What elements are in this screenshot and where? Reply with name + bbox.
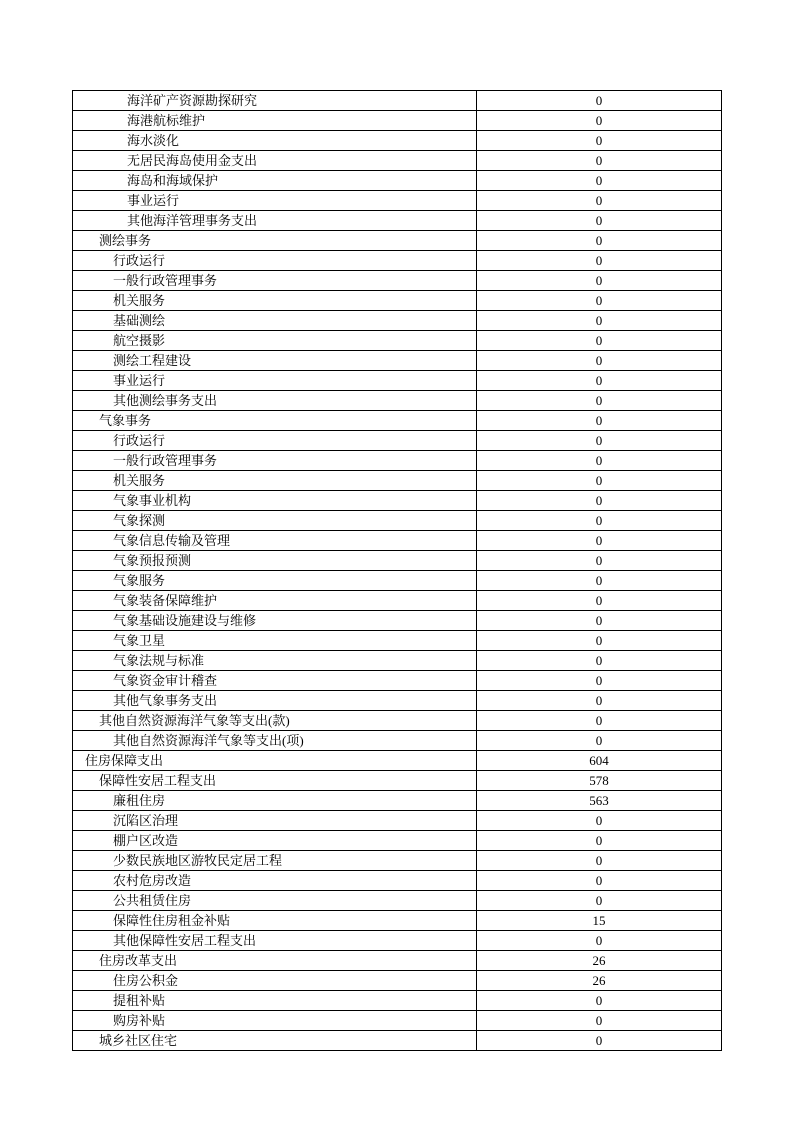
row-item-value: 0: [477, 371, 722, 391]
row-item-label: 公共租赁住房: [113, 893, 192, 908]
row-item-label: 行政运行: [113, 433, 166, 448]
row-item-name: [73, 971, 477, 991]
row-item-value: 0: [477, 551, 722, 571]
table-row: [73, 131, 722, 151]
row-item-label: 其他保障性安居工程支出: [113, 933, 257, 948]
row-item-name: [73, 851, 477, 871]
row-item-value: 0: [477, 671, 722, 691]
row-item-name: [73, 311, 477, 331]
table-row: [73, 591, 722, 611]
row-item-name: [73, 291, 477, 311]
row-item-name: [73, 371, 477, 391]
table-row: [73, 1031, 722, 1051]
row-item-value: 0: [477, 151, 722, 171]
row-item-name: [73, 831, 477, 851]
table-row: [73, 1011, 722, 1031]
row-item-value: 0: [477, 491, 722, 511]
row-item-name: [73, 511, 477, 531]
table-row: [73, 211, 722, 231]
row-item-name: [73, 91, 477, 111]
table-row: [73, 251, 722, 271]
row-item-value: 563: [477, 791, 722, 811]
row-item-value: 0: [477, 311, 722, 331]
row-item-label: 其他自然资源海洋气象等支出(项): [113, 733, 304, 748]
row-item-value: 0: [477, 391, 722, 411]
row-item-value: 0: [477, 571, 722, 591]
row-item-value: 0: [477, 851, 722, 871]
table-row: [73, 311, 722, 331]
row-item-value: 0: [477, 871, 722, 891]
row-item-label: 机关服务: [113, 473, 166, 488]
row-item-value: 15: [477, 911, 722, 931]
row-item-label: 无居民海岛使用金支出: [127, 153, 258, 168]
table-row: [73, 791, 722, 811]
row-item-label: 海港航标维护: [127, 113, 206, 128]
table-row: [73, 111, 722, 131]
table-row: [73, 431, 722, 451]
row-item-label: 其他自然资源海洋气象等支出(款): [99, 713, 290, 728]
row-item-name: [73, 231, 477, 251]
row-item-value: 0: [477, 351, 722, 371]
row-item-name: [73, 151, 477, 171]
table-row: [73, 371, 722, 391]
table-row: [73, 451, 722, 471]
row-item-name: [73, 591, 477, 611]
row-item-name: [73, 131, 477, 151]
table-row: [73, 611, 722, 631]
row-item-value: 0: [477, 271, 722, 291]
row-item-label: 提租补贴: [113, 993, 166, 1008]
row-item-label: 保障性安居工程支出: [99, 773, 217, 788]
row-item-label: 住房公积金: [113, 973, 179, 988]
table-row: [73, 891, 722, 911]
table-row: [73, 671, 722, 691]
table-row: [73, 831, 722, 851]
table-row: [73, 331, 722, 351]
row-item-name: [73, 951, 477, 971]
row-item-name: [73, 691, 477, 711]
row-item-name: [73, 531, 477, 551]
row-item-label: 海洋矿产资源勘探研究: [127, 93, 258, 108]
table-row: [73, 651, 722, 671]
row-item-label: 测绘事务: [99, 233, 152, 248]
row-item-label: 海水淡化: [127, 133, 180, 148]
row-item-value: 0: [477, 231, 722, 251]
row-item-value: 0: [477, 931, 722, 951]
row-item-name: [73, 771, 477, 791]
row-item-value: 0: [477, 731, 722, 751]
row-item-name: [73, 451, 477, 471]
table-row: [73, 531, 722, 551]
table-row: [73, 91, 722, 111]
row-item-label: 一般行政管理事务: [113, 273, 218, 288]
row-item-value: 0: [477, 891, 722, 911]
row-item-value: 578: [477, 771, 722, 791]
table-row: [73, 971, 722, 991]
table-row: [73, 691, 722, 711]
row-item-value: 0: [477, 251, 722, 271]
row-item-label: 住房保障支出: [85, 753, 164, 768]
row-item-name: [73, 351, 477, 371]
row-item-value: 0: [477, 471, 722, 491]
row-item-value: 0: [477, 411, 722, 431]
row-item-label: 气象卫星: [113, 633, 166, 648]
row-item-label: 其他海洋管理事务支出: [127, 213, 258, 228]
row-item-label: 少数民族地区游牧民定居工程: [113, 853, 283, 868]
table-row: [73, 171, 722, 191]
row-item-name: [73, 891, 477, 911]
row-item-name: [73, 571, 477, 591]
row-item-label: 航空摄影: [113, 333, 166, 348]
row-item-label: 住房改革支出: [99, 953, 178, 968]
row-item-label: 气象预报预测: [113, 553, 192, 568]
row-item-label: 气象服务: [113, 573, 166, 588]
row-item-label: 购房补贴: [113, 1013, 166, 1028]
row-item-name: [73, 111, 477, 131]
row-item-label: 一般行政管理事务: [113, 453, 218, 468]
row-item-label: 事业运行: [113, 373, 166, 388]
row-item-value: 0: [477, 1011, 722, 1031]
table-row: [73, 391, 722, 411]
row-item-label: 海岛和海域保护: [127, 173, 219, 188]
row-item-value: 0: [477, 531, 722, 551]
row-item-name: [73, 471, 477, 491]
row-item-name: [73, 411, 477, 431]
table-row: [73, 271, 722, 291]
table-row: [73, 511, 722, 531]
table-row: [73, 151, 722, 171]
row-item-name: [73, 431, 477, 451]
row-item-value: 0: [477, 211, 722, 231]
table-body: [73, 91, 722, 1051]
table-row: [73, 711, 722, 731]
row-item-name: [73, 651, 477, 671]
row-item-label: 行政运行: [113, 253, 166, 268]
row-item-value: 0: [477, 111, 722, 131]
row-item-label: 廉租住房: [113, 793, 166, 808]
table-row: [73, 291, 722, 311]
row-item-value: 0: [477, 331, 722, 351]
row-item-name: [73, 751, 477, 771]
row-item-value: 0: [477, 991, 722, 1011]
row-item-value: 0: [477, 431, 722, 451]
row-item-label: 基础测绘: [113, 313, 166, 328]
table-row: [73, 871, 722, 891]
budget-expenditure-table: [72, 90, 722, 1051]
table-row: [73, 811, 722, 831]
row-item-value: 0: [477, 91, 722, 111]
row-item-label: 气象资金审计稽查: [113, 673, 218, 688]
row-item-label: 棚户区改造: [113, 833, 179, 848]
table-row: [73, 751, 722, 771]
row-item-label: 气象基础设施建设与维修: [113, 613, 257, 628]
row-item-name: [73, 491, 477, 511]
row-item-value: 604: [477, 751, 722, 771]
row-item-name: [73, 1031, 477, 1051]
row-item-name: [73, 711, 477, 731]
row-item-label: 气象事务: [99, 413, 152, 428]
table-row: [73, 471, 722, 491]
row-item-name: [73, 871, 477, 891]
table-row: [73, 991, 722, 1011]
row-item-label: 农村危房改造: [113, 873, 192, 888]
row-item-name: [73, 191, 477, 211]
row-item-name: [73, 911, 477, 931]
row-item-label: 测绘工程建设: [113, 353, 192, 368]
row-item-value: 0: [477, 711, 722, 731]
row-item-name: [73, 991, 477, 1011]
table-row: [73, 351, 722, 371]
row-item-name: [73, 791, 477, 811]
table-row: [73, 851, 722, 871]
row-item-value: 0: [477, 631, 722, 651]
row-item-name: [73, 631, 477, 651]
row-item-name: [73, 211, 477, 231]
row-item-value: 0: [477, 451, 722, 471]
row-item-value: 26: [477, 951, 722, 971]
table-row: [73, 771, 722, 791]
row-item-name: [73, 611, 477, 631]
table-row: [73, 951, 722, 971]
row-item-label: 气象事业机构: [113, 493, 192, 508]
row-item-label: 其他测绘事务支出: [113, 393, 218, 408]
row-item-name: [73, 271, 477, 291]
table-row: [73, 931, 722, 951]
row-item-label: 气象探测: [113, 513, 166, 528]
row-item-name: [73, 331, 477, 351]
row-item-value: 0: [477, 811, 722, 831]
row-item-name: [73, 391, 477, 411]
row-item-value: 0: [477, 651, 722, 671]
row-item-name: [73, 811, 477, 831]
row-item-value: 0: [477, 1031, 722, 1051]
row-item-name: [73, 251, 477, 271]
row-item-value: 0: [477, 191, 722, 211]
row-item-value: 0: [477, 511, 722, 531]
row-item-label: 保障性住房租金补贴: [113, 913, 231, 928]
row-item-value: 0: [477, 291, 722, 311]
row-item-label: 沉陷区治理: [113, 813, 179, 828]
row-item-name: [73, 671, 477, 691]
row-item-name: [73, 931, 477, 951]
table-row: [73, 551, 722, 571]
row-item-label: 气象信息传输及管理: [113, 533, 231, 548]
table-row: [73, 231, 722, 251]
table-row: [73, 191, 722, 211]
row-item-label: 气象法规与标准: [113, 653, 205, 668]
row-item-value: 0: [477, 831, 722, 851]
row-item-label: 气象装备保障维护: [113, 593, 218, 608]
row-item-label: 机关服务: [113, 293, 166, 308]
row-item-value: 0: [477, 591, 722, 611]
row-item-value: 0: [477, 131, 722, 151]
row-item-value: 26: [477, 971, 722, 991]
table-row: [73, 491, 722, 511]
row-item-name: [73, 551, 477, 571]
table-row: [73, 911, 722, 931]
row-item-value: 0: [477, 691, 722, 711]
row-item-value: 0: [477, 171, 722, 191]
row-item-label: 事业运行: [127, 193, 180, 208]
row-item-name: [73, 171, 477, 191]
row-item-label: 其他气象事务支出: [113, 693, 218, 708]
row-item-name: [73, 1011, 477, 1031]
table-row: [73, 631, 722, 651]
row-item-label: 城乡社区住宅: [99, 1033, 178, 1048]
row-item-value: 0: [477, 611, 722, 631]
table-row: [73, 731, 722, 751]
table-row: [73, 571, 722, 591]
table-row: [73, 411, 722, 431]
row-item-name: [73, 731, 477, 751]
